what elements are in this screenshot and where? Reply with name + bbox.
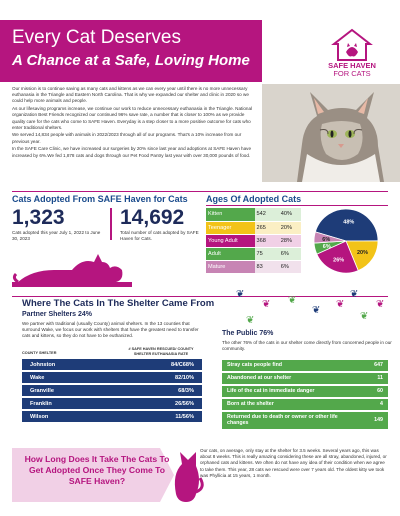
intro-paragraph-2: As our lifesaving programs increase, we continue our work to reduce unnecessary euthanasia in the Triangle. National organization Best Friends recognized our continued 96% save rate, a number that is closer to 100% as we provide quality care for the cats who come to SAFE Haven. Everyday is a step closer to a more positive outcome for cats who enter traditional shelters.	[12, 106, 253, 130]
paw-print-icon: ❦	[360, 311, 369, 322]
page-title: Every Cat Deserves	[12, 27, 181, 48]
age-pct: 6%	[279, 247, 301, 260]
paw-print-icon: ❦	[262, 299, 271, 310]
age-count: 542	[255, 208, 279, 221]
public-reason: Born at the shelter	[222, 399, 358, 410]
table-row	[206, 221, 301, 234]
adopted-total-desc: Total number of cats adopted by SAFE Haven for Cats.	[120, 230, 199, 241]
age-label: Adult	[206, 247, 255, 260]
age-label: Teenager	[206, 221, 255, 234]
logo-line-2: FOR CATS	[333, 69, 371, 78]
age-pct: 20%	[279, 221, 301, 234]
paw-print-icon: ❦	[246, 315, 255, 326]
pie-label: 48%	[343, 219, 355, 226]
partner-shelters-title: Partner Shelters 24%	[22, 311, 93, 318]
logo-line-1: SAFE HAVEN	[328, 61, 376, 70]
adopted-this-year-value: 1,323	[12, 206, 65, 229]
table-row	[206, 260, 301, 273]
table-row	[22, 411, 202, 422]
section-divider	[12, 296, 388, 297]
age-pct: 28%	[279, 234, 301, 247]
table-row	[22, 372, 202, 383]
age-label: Mature	[206, 260, 255, 273]
bottom-question: How Long Does It Take The Cats To Get Adopted Once They Come To SAFE Haven?	[24, 454, 170, 486]
bottom-answer: Our cats, on average, only stay at the shelter for 3.5 weeks. Several years ago, this was about 8 weeks. This is really amazing considering these are all stray, abandoned, injured, or orphaned cats and kittens. We often do not have any idea of their condition when we agree to take them. This year, 28 cats we rescued were over 7 years old. The oldest kitty we took was Phyllicia at 15 years, 1 month.	[200, 448, 387, 478]
county-name: Wake	[22, 372, 114, 383]
ages-table	[206, 208, 301, 274]
shelters-title: Where The Cats In The Shelter Came From	[22, 298, 215, 309]
pie-label: 26%	[333, 257, 345, 264]
age-count: 265	[255, 221, 279, 234]
stat-divider	[110, 208, 112, 240]
page-subtitle: A Chance at a Safe, Loving Home	[12, 52, 250, 69]
table-row	[22, 398, 202, 409]
county-table	[22, 357, 202, 424]
header	[0, 0, 400, 82]
table-row	[222, 412, 388, 429]
adopted-title: Cats Adopted From SAFE Haven for Cats	[12, 194, 188, 204]
public-reason: Stray cats people find	[222, 360, 358, 371]
table-row	[206, 208, 301, 221]
table-row	[22, 359, 202, 370]
intro-text	[12, 86, 256, 160]
rate-column-header: # SAFE HAVEN RESCUED/ COUNTY SHELTER EUTHANASIA RATE	[128, 347, 194, 356]
public-table	[222, 358, 388, 431]
cat-photo	[262, 84, 400, 182]
paw-print-icon: ❦	[350, 289, 359, 300]
cat-silhouette-lying	[12, 248, 132, 288]
public-reason: Returned due to death or owner or other life changes	[222, 412, 358, 429]
public-reason: Life of the cat in immediate danger	[222, 386, 358, 397]
county-value: 82/10%	[114, 372, 202, 383]
section-divider	[12, 191, 388, 192]
public-count: 60	[358, 386, 388, 397]
table-row	[222, 360, 388, 371]
table-row	[222, 399, 388, 410]
county-name: Johnston	[22, 359, 114, 370]
age-count: 83	[255, 260, 279, 273]
public-text: The other 76% of the cats in our shelter come directly from concerned people in our community.	[222, 340, 392, 351]
logo-text	[322, 62, 382, 78]
public-count: 149	[358, 412, 388, 429]
age-pct: 6%	[279, 260, 301, 273]
paw-print-icon: ❦	[288, 295, 297, 306]
ages-title: Ages Of Adopted Cats	[206, 194, 302, 204]
county-value: 68/3%	[114, 385, 202, 396]
table-row	[222, 373, 388, 384]
county-value: 11/56%	[114, 411, 202, 422]
age-label: Kitten	[206, 208, 255, 221]
ages-pie-chart	[304, 206, 388, 276]
partner-shelters-text: We partner with traditional (usually County) animal shelters. In the 13 counties that surround Wake, we focus our work with shelters that have the greatest need to transfer cats and kittens, so they do not have to be euthanized.	[22, 321, 199, 338]
pie-label: 6%	[322, 243, 331, 250]
paw-print-icon: ❦	[376, 299, 385, 310]
age-count: 75	[255, 247, 279, 260]
county-column-header: COUNTY SHELTER	[22, 351, 57, 355]
public-count: 11	[358, 373, 388, 384]
pie-label: 6%	[322, 236, 331, 243]
pie-label: 20%	[357, 249, 369, 256]
intro-paragraph-3: We served 14,834 people with animals in 2022/2023 through all of our programs. That's a 10% increase from our previous year.	[12, 132, 242, 144]
intro-paragraph-4: In the SAFE Care Clinic, we have increased our surgeries by 20% since last year and adoptions at SAFE Haven have increased by 6%.We fed 1,878 cats and dogs through our Pet Food Pantry last year with over 30,000 pounds of food.	[12, 146, 252, 158]
county-value: 26/56%	[114, 398, 202, 409]
adopted-this-year-desc: Cats adopted this year July 1, 2022 to June 30, 2023	[12, 230, 101, 241]
county-name: Franklin	[22, 398, 114, 409]
adopted-total-value: 14,692	[120, 206, 185, 229]
paw-print-icon: ❦	[312, 305, 321, 316]
table-row	[206, 234, 301, 247]
county-name: Wilson	[22, 411, 114, 422]
table-row	[22, 385, 202, 396]
paw-print-icon: ❦	[336, 299, 345, 310]
public-count: 647	[358, 360, 388, 371]
county-name: Granville	[22, 385, 114, 396]
table-row	[206, 247, 301, 260]
age-count: 368	[255, 234, 279, 247]
paw-print-icon: ❦	[236, 289, 245, 300]
county-value: 84/C68%	[114, 359, 202, 370]
intro-paragraph-1: Our mission is to continue saving as many cats and kittens as we can every year until there is no more unnecessary euthanasia in the Triangle and Eastern North Carolina. That is why we expanded our shelter and clinic in 2020 so we could help more animals and people.	[12, 86, 249, 104]
public-title: The Public 76%	[222, 330, 274, 337]
age-pct: 40%	[279, 208, 301, 221]
age-label: Young Adult	[206, 234, 255, 247]
public-count: 4	[358, 399, 388, 410]
public-reason: Abandoned at our shelter	[222, 373, 358, 384]
table-row	[222, 386, 388, 397]
